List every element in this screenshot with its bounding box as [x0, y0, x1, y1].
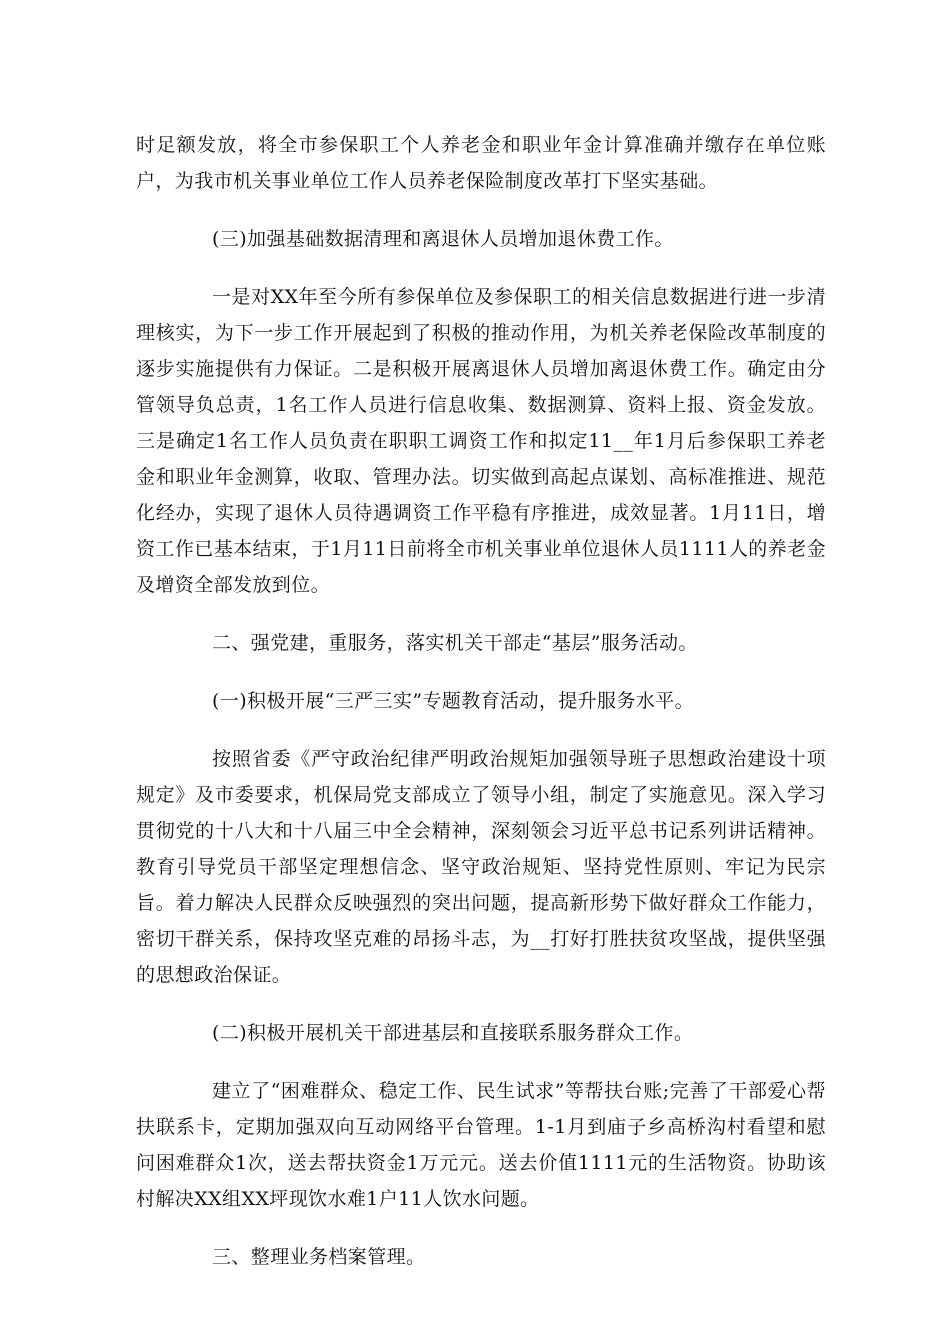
subheading-two: (二)积极开展机关干部进基层和直接联系服务群众工作。 [212, 1022, 694, 1044]
section-heading-three: 三、整理业务档案管理。 [212, 1246, 426, 1268]
paragraph-assistance: 建立了“困难群众、稳定工作、民生试求”等帮扶台账;完善了干部爱心帮扶联系卡，定期加强双向互动网络平台管理。1-1月到庙子乡高桥沟村看望和慰问困难群众1次，送去帮扶资金1万元元。送去价值1111元的生活物资。协助该村解决XX组XX坪现饮水难1户11人饮水问题。 [136, 1080, 826, 1210]
subheading-one: (一)积极开展“三严三实”专题教育活动，提升服务水平。 [212, 690, 695, 712]
section-heading-two: 二、强党建，重服务，落实机关干部走“基层”服务活动。 [212, 632, 698, 654]
paragraph-continuation: 时足额发放，将全市参保职工个人养老金和职业年金计算准确并缴存在单位账户，为我市机关事业单位工作人员养老保险制度改革打下坚实基础。 [136, 134, 826, 192]
paragraph-education: 按照省委《严守政治纪律严明政治规矩加强领导班子思想政治建设十项规定》及市委要求，机保局党支部成立了领导小组，制定了实施意见。深入学习贯彻党的十八大和十八届三中全会精神，深刻领会习近平总书记系列讲话精神。教育引导党员干部坚定理想信念、坚守政治规矩、坚持党性原则、牢记为民宗旨。着力解决人民群众反映强烈的突出问题，提高新形势下做好群众工作能力，密切干群关系，保持攻坚克难的昂扬斗志，为__打好打胜扶贫攻坚战，提供坚强的思想政治保证。 [136, 748, 826, 986]
subheading-three: (三)加强基础数据清理和离退休人员增加退休费工作。 [212, 228, 674, 250]
paragraph-data-cleanup: 一是对XX年至今所有参保单位及参保职工的相关信息数据进行进一步清理核实，为下一步工作开展起到了积极的推动作用，为机关养老保险改革制度的逐步实施提供有力保证。二是积极开展离退休人员增加离退休费工作。确定由分管领导负总责，1名工作人员进行信息收集、数据测算、资料上报、资金发放。三是确定1名工作人员负责在职职工调资工作和拟定11__年1月后参保职工养老金和职业年金测算，收取、管理办法。切实做到高起点谋划、高标准推进、规范化经办，实现了退休人员待遇调资工作平稳有序推进，成效显著。1月11日，增资工作已基本结束，于1月11日前将全市机关事业单位退休人员1111人的养老金及增资全部发放到位。 [136, 286, 826, 596]
document-body [136, 127, 826, 1297]
